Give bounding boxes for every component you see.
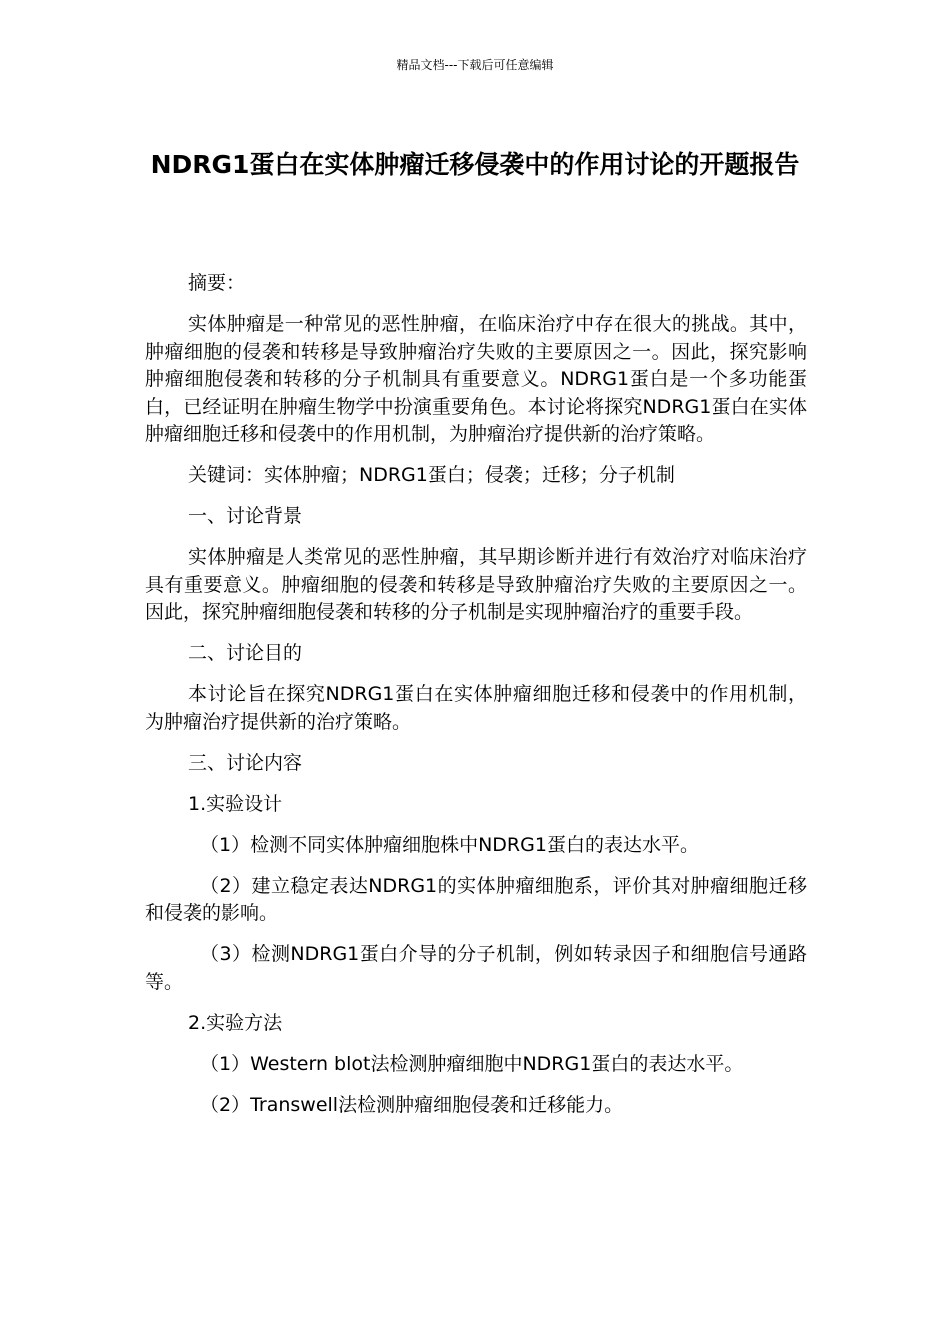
subsection-heading-methods: 2.实验方法 (188, 1011, 283, 1034)
methods-item-2: （2）Transwell法检测肿瘤细胞侵袭和迁移能力。 (200, 1093, 624, 1116)
design-item-2: （2）建立稳定表达NDRG1的实体肿瘤细胞系，评价其对肿瘤细胞迁移和侵袭的影响。 (145, 874, 807, 924)
methods-item-1: （1）Western blot法检测肿瘤细胞中NDRG1蛋白的表达水平。 (200, 1052, 744, 1075)
abstract-heading: 摘要： (188, 272, 246, 294)
document-title: NDRG1蛋白在实体肿瘤迁移侵袭中的作用讨论的开题报告 (150, 150, 800, 179)
subsection-heading-design: 1.实验设计 (188, 792, 283, 815)
section-heading-content: 三、讨论内容 (188, 751, 303, 774)
page-header: 精品文档---下载后可任意编辑 (396, 58, 554, 72)
design-item-3: （3）检测NDRG1蛋白介导的分子机制，例如转录因子和细胞信号通路等。 (145, 943, 807, 993)
section-heading-background: 一、讨论背景 (188, 505, 303, 527)
document-body (145, 270, 807, 1133)
purpose-paragraph: 本讨论旨在探究NDRG1蛋白在实体肿瘤细胞迁移和侵袭中的作用机制，为肿瘤治疗提供新的治疗策略。 (145, 683, 807, 733)
section-heading-purpose: 二、讨论目的 (188, 642, 303, 664)
abstract-paragraph: 实体肿瘤是一种常见的恶性肿瘤，在临床治疗中存在很大的挑战。其中，肿瘤细胞的侵袭和转移是导致肿瘤治疗失败的主要原因之一。因此，探究影响肿瘤细胞侵袭和转移的分子机制具有重要意义。NDRG1蛋白是一个多功能蛋白，已经证明在肿瘤生物学中扮演重要角色。本讨论将探究NDRG1蛋白在实体肿瘤细胞迁移和侵袭中的作用机制，为肿瘤治疗提供新的治疗策略。 (145, 313, 807, 445)
design-item-1: （1）检测不同实体肿瘤细胞株中NDRG1蛋白的表达水平。 (200, 833, 699, 856)
background-paragraph: 实体肿瘤是人类常见的恶性肿瘤，其早期诊断并进行有效治疗对临床治疗具有重要意义。肿瘤细胞的侵袭和转移是导致肿瘤治疗失败的主要原因之一。因此，探究肿瘤细胞侵袭和转移的分子机制是实现肿瘤治疗的重要手段。 (145, 546, 807, 623)
keywords-paragraph: 关键词：实体肿瘤；NDRG1蛋白；侵袭；迁移；分子机制 (188, 464, 675, 486)
